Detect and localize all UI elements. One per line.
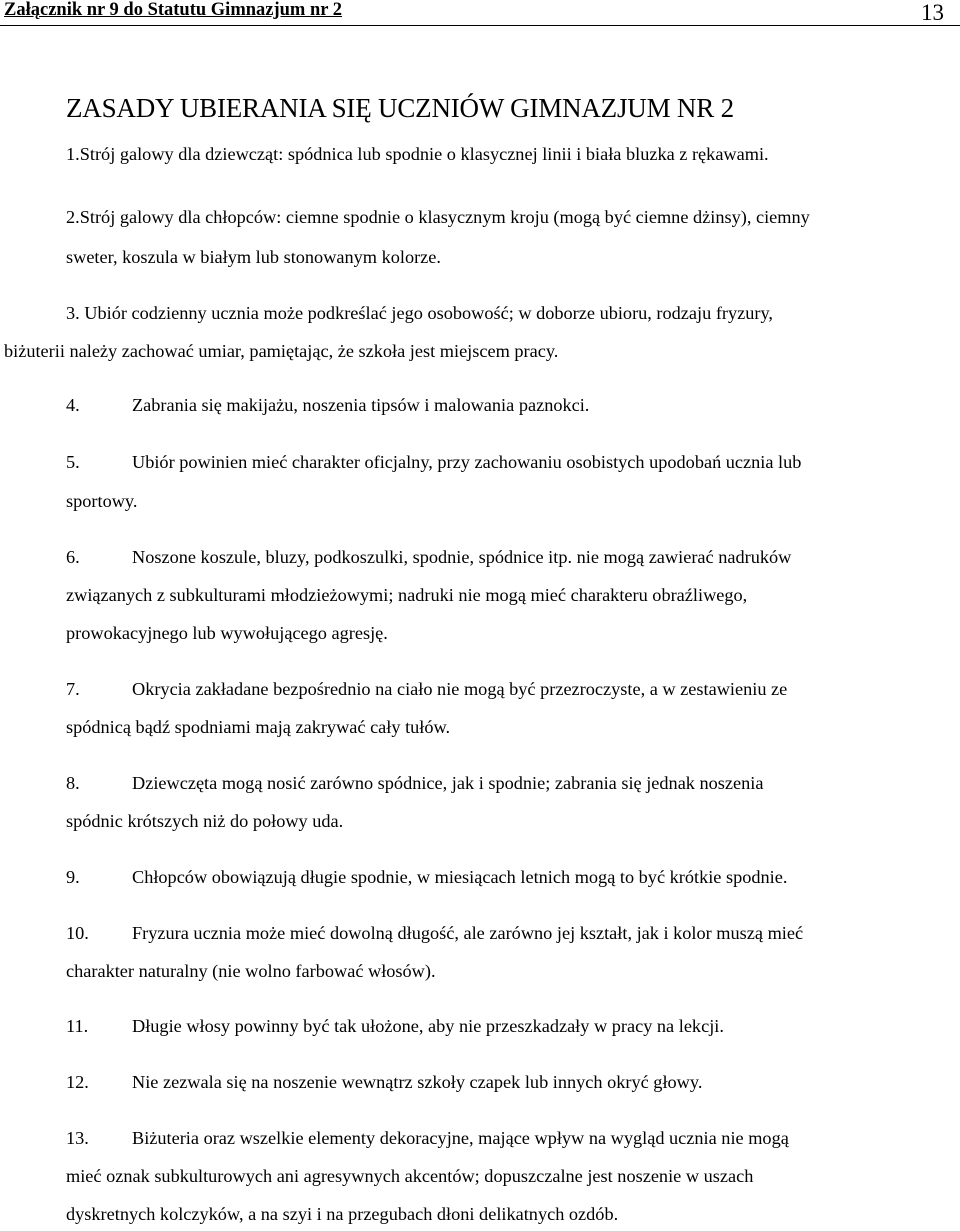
rule-7-line-2: spódnicą bądź spodniami mają zakrywać cały tułów. [66,717,451,737]
rule-11-number: 11. [66,1016,89,1036]
rule-2-line-2: sweter, koszula w białym lub stonowanym kolorze. [66,247,441,267]
rule-number: 2. [66,207,80,227]
page-header [0,0,960,30]
page-number: 13 [921,0,944,25]
rule-6-line-3: prowokacyjnego lub wywołującego agresję. [66,623,388,643]
rule-10-line-2: charakter naturalny (nie wolno farbować włosów). [66,961,436,981]
rule-3 [66,303,773,324]
header-attachment-label: Załącznik nr 9 do Statutu Gimnazjum nr 2 [4,0,343,20]
rule-11-text: Długie włosy powinny być tak ułożone, aby nie przeszkadzały w pracy na lekcji. [132,1016,724,1036]
rule-9-text: Chłopców obowiązują długie spodnie, w miesiącach letnich mogą to być krótkie spodnie. [132,867,788,887]
document-title: ZASADY UBIERANIA SIĘ UCZNIÓW GIMNAZJUM NR 2 [66,93,734,123]
rule-5-number: 5. [66,452,80,472]
rule-4-number: 4. [66,395,80,415]
rule-2 [66,207,810,228]
rule-6-number: 6. [66,547,80,567]
rule-text: Strój galowy dla dziewcząt: spódnica lub spodnie o klasycznej linii i biała bluzka z rękawami. [79,144,769,164]
rule-6-line-2: związanych z subkulturami młodzieżowymi; nadruki nie mogą mieć charakteru obraźliwego, [66,585,748,605]
rule-13-line-3: dyskretnych kolczyków, a na szyi i na przegubach dłoni delikatnych ozdób. [66,1204,619,1224]
rule-1 [66,144,769,165]
rule-13-number: 13. [66,1128,89,1148]
rule-12-number: 12. [66,1072,89,1092]
rule-4-text: Zabrania się makijażu, noszenia tipsów i malowania paznokci. [132,395,590,415]
rule-8-text: Dziewczęta mogą nosić zarówno spódnice, jak i spodnie; zabrania się jednak noszenia [132,773,764,793]
rule-8-number: 8. [66,773,80,793]
rule-7-number: 7. [66,679,80,699]
rule-number: 3. [66,303,80,323]
rule-5-text: Ubiór powinien mieć charakter oficjalny, przy zachowaniu osobistych upodobań ucznia lub [132,452,802,472]
header-divider [0,25,960,26]
rule-8-line-2: spódnic krótszych niż do połowy uda. [66,811,344,831]
rule-13-line-2: mieć oznak subkulturowych ani agresywnych akcentów; dopuszczalne jest noszenie w uszach [66,1166,754,1186]
rule-9-number: 9. [66,867,80,887]
rule-7-text: Okrycia zakładane bezpośrednio na ciało nie mogą być przezroczyste, a w zestawieniu ze [132,679,788,699]
rule-text: Strój galowy dla chłopców: ciemne spodnie o klasycznym kroju (mogą być ciemne dżinsy), ciemny [79,207,810,227]
rule-12-text: Nie zezwala się na noszenie wewnątrz szkoły czapek lub innych okryć głowy. [132,1072,703,1092]
rule-number: 1. [66,144,80,164]
rule-3-line-2: biżuterii należy zachować umiar, pamiętając, że szkoła jest miejscem pracy. [4,341,559,361]
rule-6-text: Noszone koszule, bluzy, podkoszulki, spodnie, spódnice itp. nie mogą zawierać nadruków [132,547,792,567]
rule-5-line-2: sportowy. [66,491,138,511]
rule-10-number: 10. [66,923,89,943]
rule-13-text: Biżuteria oraz wszelkie elementy dekoracyjne, mające wpływ na wygląd ucznia nie mogą [132,1128,789,1148]
rule-text: Ubiór codzienny ucznia może podkreślać jego osobowość; w doborze ubioru, rodzaju fryzury, [84,303,774,323]
rule-10-text: Fryzura ucznia może mieć dowolną długość, ale zarówno jej kształt, jak i kolor muszą mieć [132,923,804,943]
